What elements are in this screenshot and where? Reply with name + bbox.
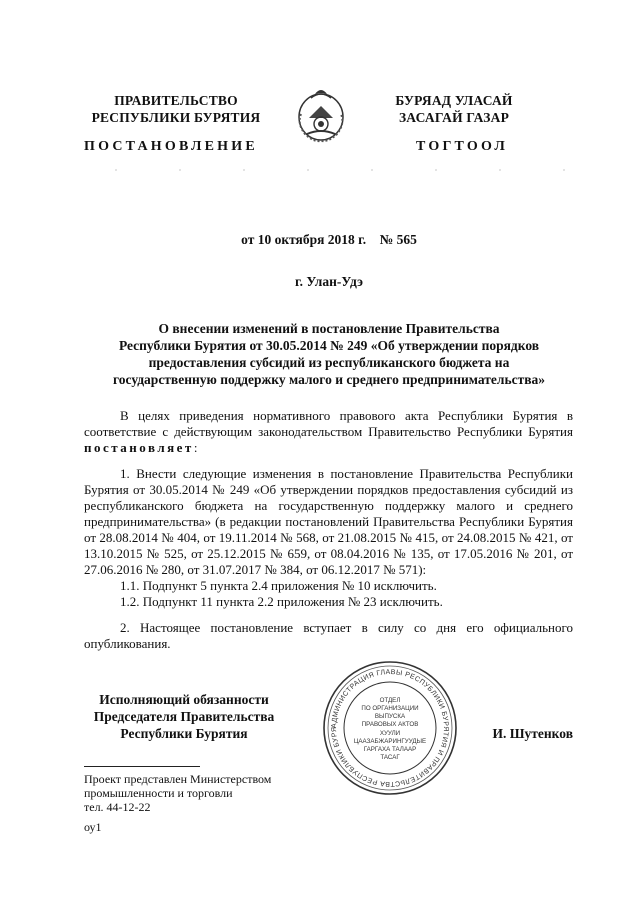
- intro-paragraph: [84, 408, 573, 456]
- body: [84, 408, 573, 652]
- signatory-line-3: Республики Бурятия: [120, 726, 248, 741]
- item-1: 1. Внести следующие изменения в постановление Правительства Республики Бурятия от 30.05.2014 № 249 «Об утверждении порядков предоставления субсидий из республиканского бюджета на государственную поддержку малого и среднего предпринимательства» (в редакции постановлений Правительства Республики Бурятия от 28.08.2014 № 404, от 19.11.2014 № 568, от 21.08.2015 № 415, от 24.08.2015 № 421, от 13.10.2015 № 525, от 25.12.2015 № 659, от 08.04.2016 № 135, от 17.05.2016 № 201, от 27.06.2016 № 280, от 31.07.2017 № 384, от 06.12.2017 № 571):: [84, 466, 573, 577]
- stamp-ring-text: АДМИНИСТРАЦИЯ ГЛАВЫ РЕСПУБЛИКИ БУРЯТИЯ И ПРАВИТЕЛЬСТВА РЕСПУБЛИКИ БУРЯ: [330, 668, 450, 788]
- footer-note: [84, 772, 271, 834]
- signatory-line-2: Председателя Правительства: [93, 709, 275, 724]
- item-1-2: 1.2. Подпункт 11 пункта 2.2 приложения № 23 исключить.: [120, 594, 443, 609]
- footer-code: оу1: [84, 820, 102, 834]
- stamp-inner-line-4: ПРАВОВЫХ АКТОВ: [361, 721, 419, 728]
- coat-of-arms: [293, 84, 349, 144]
- doc-title-line-3: предоставления субсидий из республиканского бюджета на: [148, 355, 510, 370]
- header-right: [378, 92, 530, 126]
- stamp-seal-icon: [322, 660, 458, 796]
- stamp-inner-line-5: ХУУЛИ: [379, 730, 401, 737]
- official-stamp: [322, 660, 458, 796]
- signatory-line-1: Исполняющий обязанности: [99, 692, 269, 707]
- stamp-inner-line-7: ГАРГАХА ТАЛААР: [363, 746, 417, 753]
- intro-keyword: постановляет: [84, 440, 194, 455]
- footer-line-3: тел. 44-12-22: [84, 800, 151, 814]
- header-left-line-2: РЕСПУБЛИКИ БУРЯТИЯ: [91, 110, 261, 125]
- stamp-inner-line-3: ВЫПУСКА: [374, 713, 406, 720]
- header-right-line-1: БУРЯАД УЛАСАЙ: [395, 93, 513, 108]
- header-dotted-divider: [84, 169, 584, 171]
- intro-end: :: [193, 440, 198, 455]
- doc-title-line-1: О внесении изменений в постановление Правительства: [158, 321, 500, 336]
- doc-type-right: ТОГТООЛ: [416, 139, 509, 154]
- footer-rule: [84, 766, 200, 767]
- header-left: [90, 92, 262, 126]
- stamp-inner-line-8: ТАСАГ: [380, 754, 400, 761]
- coat-of-arms-icon: [293, 84, 349, 144]
- date-number: от 10 октября 2018 г. № 565: [241, 232, 417, 247]
- intro-text: В целях приведения нормативного правового акта Республики Бурятия в соответствие с действующим законодательством Правительство Республики Бурятия: [84, 408, 573, 439]
- signatory-name: И. Шутенков: [492, 726, 573, 741]
- header-right-line-2: ЗАСАГАЙ ГАЗАР: [398, 110, 510, 125]
- doc-title: [84, 320, 574, 388]
- place: г. Улан-Удэ: [295, 274, 363, 289]
- header-left-line-1: ПРАВИТЕЛЬСТВО: [114, 93, 238, 108]
- stamp-inner-line-6: ЦААЗАБЖАРИНГУУДЫЕ: [353, 738, 427, 745]
- signatory-position: [84, 691, 284, 742]
- doc-type-left: ПОСТАНОВЛЕНИЕ: [84, 139, 258, 154]
- footer-line-2: промышленности и торговли: [84, 786, 233, 800]
- stamp-inner-line-2: ПО ОРГАНИЗАЦИИ: [361, 705, 419, 712]
- item-1-1: 1.1. Подпункт 5 пункта 2.4 приложения № 10 исключить.: [120, 578, 437, 593]
- footer-line-1: Проект представлен Министерством: [84, 772, 272, 786]
- stamp-inner-line-1: ОТДЕЛ: [379, 697, 401, 704]
- item-2: 2. Настоящее постановление вступает в силу со дня его официального опубликования.: [84, 620, 573, 651]
- doc-title-line-4: государственную поддержку малого и среднего предпринимательства»: [112, 372, 546, 387]
- doc-title-line-2: Республики Бурятия от 30.05.2014 № 249 «Об утверждении порядков: [118, 338, 540, 353]
